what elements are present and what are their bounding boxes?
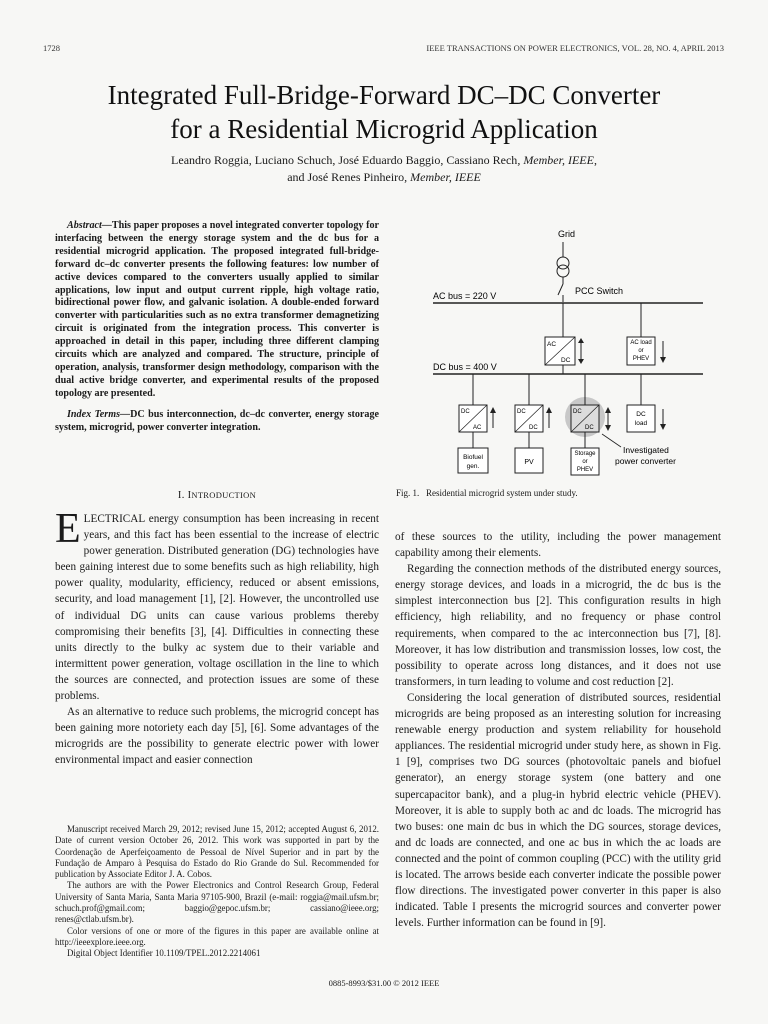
footnote-doi: Digital Object Identifier 10.1109/TPEL.2012.2214061: [67, 948, 261, 959]
dropcap-letter: E: [55, 506, 81, 552]
author-line-1-end: ,: [593, 153, 597, 167]
down-arrow-icon: [660, 341, 666, 363]
footnote-affiliation: The authors are with the Power Electronics and Control Research Group, Federal University of Santa Maria, Santa Maria 97105-900, Brazil (e-mail: roggia@mail.ufsm.br; schuch.prof@gmail.com; baggio@gepoc.ufsm.br; cassiano@ieee.org; renes@ctlab.ufsm.br).: [55, 880, 379, 925]
ac-bus-label: AC bus = 220 V: [433, 291, 497, 301]
footnotes: [55, 824, 379, 960]
paper-title: [0, 78, 768, 146]
ac-dc-converter-dc: DC: [561, 357, 571, 364]
figure-1-caption-text: Residential microgrid system under study.: [426, 488, 578, 498]
dc-load-box: [627, 405, 655, 432]
title-line-1: Integrated Full-Bridge-Forward DC–DC Converter: [107, 80, 661, 110]
pcc-switch-icon: [558, 284, 563, 295]
ac-dc-converter-ac: AC: [547, 341, 557, 348]
author-member-1: , Member, IEEE: [517, 153, 594, 167]
up-arrow-icon: [490, 407, 496, 428]
dc-load-text-2: load: [634, 420, 648, 427]
abstract-text: This paper proposes a novel integrated converter topology for interfacing between the energy storage system and the dc bus for a residential microgrid application. The proposed integrated full-bridge-forward dc–dc converter presents the following features: low number of active devices compared to the converters usually applied to similar applications, low input and output current ripple, high voltage ratio, bidirectional power flow, and galvanic isolation. A double-ended forward converter with particularities such as no extra transformer demagnetizing circuit is originated from the integration process. This converter is approached in detail in this paper, including three different clamping circuits which are analyzed and compared. The structure, principle of operation, analysis, transformer design methodology, comparison with the dual active bridge converter, and experimental results of the proposed topology are presented.: [55, 220, 379, 399]
pv-label: PV: [524, 459, 534, 466]
page-number: 1728: [43, 43, 60, 53]
pv-converter-dc-top: DC: [517, 409, 526, 415]
storage-label-1: Storage: [574, 451, 596, 457]
investigated-label-2: power converter: [615, 456, 676, 466]
figure-1-caption: [396, 488, 578, 498]
left-column-body: [55, 506, 379, 769]
index-terms-label: Index Terms—: [67, 408, 131, 420]
ac-load-text-1: AC load: [630, 340, 652, 346]
section-heading-introduction: [55, 490, 379, 501]
ac-load-text-3: PHEV: [632, 356, 650, 362]
footnote-manuscript: Manuscript received March 29, 2012; revised June 15, 2012; accepted August 6, 2012. Date of current version October 26, 2012. This work was supported in part by the Coordenação de Aperfeiçoamento de Pessoal de Nível Superior and in part by the Fundação de Amparo à Pesquisa do Estado do Rio Grande do Sul. Recommended for publication by Associate Editor J. A. Cobos.: [55, 824, 379, 880]
bidirectional-arrow-icon: [605, 407, 611, 431]
copyright-footer: 0885-8993/$31.00 © 2012 IEEE: [328, 978, 440, 988]
storage-label-2: or: [582, 459, 588, 465]
figure-1-caption-label: Fig. 1.: [396, 488, 420, 498]
bidirectional-arrow-icon: [578, 338, 584, 364]
author-names-2: and José Renes Pinheiro: [287, 170, 405, 184]
author-line-1: [0, 152, 768, 169]
abstract: [55, 220, 379, 435]
section-title: NTRODUCTION: [191, 490, 257, 500]
investigated-label-1: Investigated: [623, 445, 669, 455]
index-terms: [55, 409, 379, 435]
abstract-paragraph: [55, 220, 379, 401]
storage-converter-dc-top: DC: [573, 409, 582, 415]
grid-label: Grid: [558, 229, 576, 239]
footnote-color: Color versions of one or more of the figures in this paper are available online at http://ieeexplore.ieee.org.: [55, 925, 379, 947]
author-list: [0, 152, 768, 186]
transformer-icon-secondary: [557, 265, 569, 277]
down-arrow-icon: [660, 409, 666, 430]
pcc-switch-label: PCC Switch: [575, 286, 624, 296]
ac-load-text-2: or: [638, 348, 644, 354]
index-terms-text: DC bus interconnection, dc–dc converter, energy storage system, microgrid, power converter integration.: [55, 408, 379, 433]
dc-load-text-1: DC: [636, 411, 646, 418]
title-line-2: for a Residential Microgrid Application: [170, 114, 598, 144]
up-arrow-icon: [546, 407, 552, 428]
dc-bus-label: DC bus = 400 V: [433, 362, 497, 372]
author-line-2: [0, 169, 768, 186]
right-paragraph-3: Considering the local generation of distributed sources, residential microgrids are being proposed as an interesting solution for increasing renewable energy production and system reliability for household appliances. The residential microgrid under study here, as shown in Fig. 1 [9], comprises two DG sources (photovoltaic panels and biofuel generator), an energy storage system (one battery and one supercapacitor bank), and a plug-in hybrid electric vehicle (PHEV). Moreover, it is able to supply both ac and dc loads. The microgrid has two buses: one main dc bus in which the DG sources, storage devices, and dc loads are connected, and one ac bus in which the ac loads are connected and the point of common coupling (PCC) with the utility grid is located. The arrows beside each converter indicate the possible power flow directions. The investigated power converter in this paper is also indicated. Table I presents the microgrid sources and converter power levels. Further information can be found in [9].: [395, 691, 721, 930]
biofuel-label-1: Biofuel: [463, 454, 483, 461]
intro-paragraph-2: As an alternative to reduce such problems, the microgrid concept has been gaining more notoriety each day [5], [6]. Some advantages of the microgrids are the possibility to generate electric power with lower environmental impact and easier connection: [55, 706, 379, 767]
storage-label-3: PHEV: [576, 467, 594, 473]
right-column-body: [395, 529, 721, 931]
storage-converter-dc-bottom: DC: [585, 425, 594, 431]
biofuel-converter-ac: AC: [473, 425, 482, 431]
author-names-1: Leandro Roggia, Luciano Schuch, José Eduardo Baggio, Cassiano Rech: [171, 153, 518, 167]
author-member-2: , Member, IEEE: [404, 170, 481, 184]
intro-paragraph-1-text: LECTRICAL energy consumption has been increasing in recent years, and this fact has been essential to the increase of electric power generation. Distributed generation (DG) technologies have been gaining interest due to some benefits such as high reliability, high power quality, modularity, efficiency, reduced or absent emissions, security, and load management [1], [2]. However, the uncontrolled use of individual DG units can cause various problems thereby compromising their benefits [3], [4]. Difficulties in connecting these units directly to the bulky ac system due to their variable and intermittent power generation, voltage oscillation in the line to which the sources are connected, and protection issues are some of these problems.: [55, 513, 379, 703]
investigated-pointer: [602, 434, 621, 447]
biofuel-converter-dc: DC: [461, 409, 470, 415]
journal-header: IEEE TRANSACTIONS ON POWER ELECTRONICS, VOL. 28, NO. 4, APRIL 2013: [426, 43, 724, 53]
pv-converter-dc-bottom: DC: [529, 425, 538, 431]
figure-1-diagram: [395, 222, 725, 480]
abstract-label: Abstract—: [67, 220, 112, 231]
biofuel-label-2: gen.: [466, 463, 480, 470]
right-paragraph-2: Regarding the connection methods of the distributed energy sources, energy storage devices, and loads in a microgrid, the dc bus is the simplest interconnection bus [2]. This configuration results in high efficiency, high reliability, and no frequency or phase control requirements, when compared to the ac interconnection bus [7], [8]. Moreover, it has low distribution and transmission losses, low cost, the possibility to operate across long distances, and it does not use transformers, in turn leading to volume and cost reduction [2].: [395, 563, 721, 688]
intro-paragraph-1: [55, 506, 379, 704]
section-numeral: I. I: [177, 490, 192, 501]
right-paragraph-continued: of these sources to the utility, including the power management capability among their elements.: [395, 531, 721, 560]
